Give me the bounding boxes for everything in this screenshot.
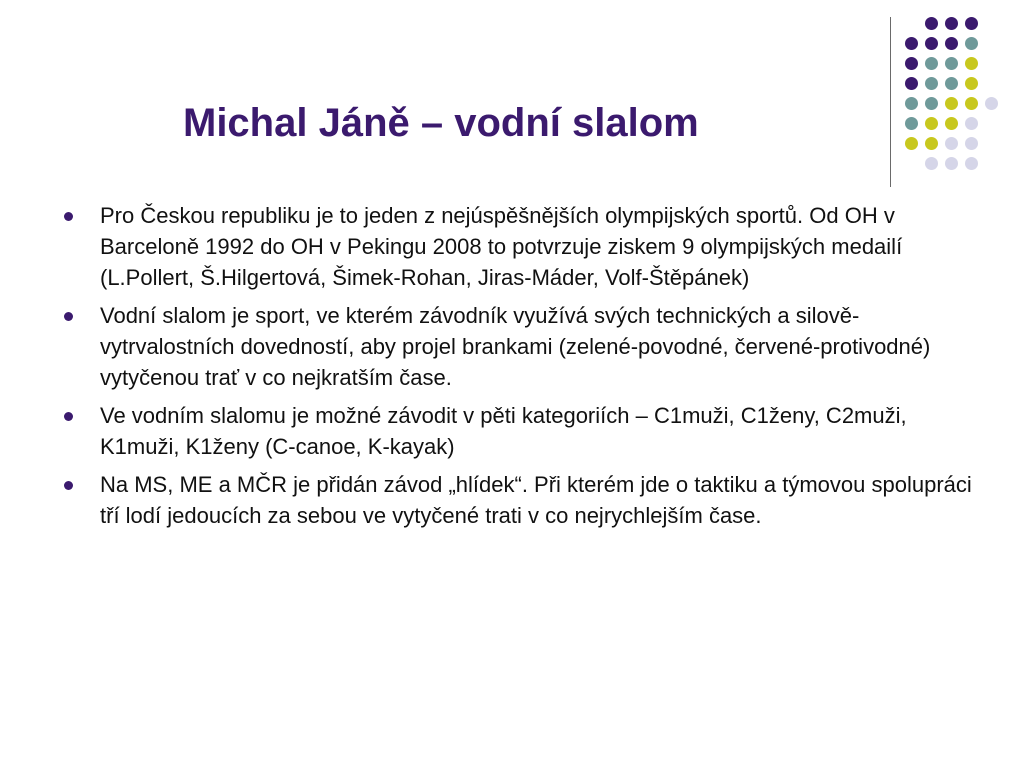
decorative-dot bbox=[925, 97, 938, 110]
decorative-dot bbox=[905, 97, 918, 110]
vertical-divider bbox=[890, 17, 891, 187]
bullet-dot-icon bbox=[64, 212, 73, 221]
decorative-dot bbox=[945, 17, 958, 30]
bullet-item bbox=[60, 400, 980, 462]
bullet-item bbox=[60, 200, 980, 293]
decorative-dot bbox=[945, 137, 958, 150]
bullet-item bbox=[60, 300, 980, 393]
decorative-dot bbox=[925, 37, 938, 50]
decorative-dot bbox=[965, 137, 978, 150]
decorative-dot bbox=[965, 117, 978, 130]
slide-title: Michal Jáně – vodní slalom bbox=[183, 101, 699, 145]
bullet-text: Ve vodním slalomu je možné závodit v pěti kategoriích – C1muži, C1ženy, C2muži, K1muži, K1ženy (C-canoe, K-kayak) bbox=[100, 403, 907, 459]
decorative-dot bbox=[945, 77, 958, 90]
decorative-dot bbox=[905, 137, 918, 150]
decorative-dot bbox=[945, 37, 958, 50]
decorative-dot bbox=[925, 157, 938, 170]
bullet-text: Na MS, ME a MČR je přidán závod „hlídek“. Při kterém jde o taktiku a týmovou spolupráci tří lodí jedoucích za sebou ve vytyčené trati v co nejrychlejším čase. bbox=[100, 472, 972, 528]
decorative-dot bbox=[945, 97, 958, 110]
decorative-dot bbox=[945, 57, 958, 70]
bullet-text: Vodní slalom je sport, ve kterém závodník využívá svých technických a silově-vytrvalostních dovedností, aby projel brankami (zelené-povodné, červené-protivodné) vytyčenou trať v co nejkratším čase. bbox=[100, 303, 931, 390]
decorative-dot bbox=[965, 57, 978, 70]
decorative-dot bbox=[905, 37, 918, 50]
decorative-dot bbox=[945, 117, 958, 130]
decorative-dot bbox=[965, 17, 978, 30]
decorative-dot bbox=[905, 77, 918, 90]
decorative-dot bbox=[965, 37, 978, 50]
decorative-dot bbox=[965, 157, 978, 170]
decorative-dot bbox=[985, 97, 998, 110]
bullet-text: Pro Českou republiku je to jeden z nejúspěšnějších olympijských sportů. Od OH v Barceloně 1992 do OH v Pekingu 2008 to potvrzuje ziskem 9 olympijských medailí (L.Pollert, Š.Hilgertová, Šimek-Rohan, Jiras-Máder, Volf-Štěpánek) bbox=[100, 203, 903, 290]
decorative-dot bbox=[965, 77, 978, 90]
decorative-dot bbox=[945, 157, 958, 170]
decorative-dot bbox=[905, 57, 918, 70]
bullet-item bbox=[60, 469, 980, 531]
bullet-list bbox=[60, 200, 980, 538]
bullet-dot-icon bbox=[64, 412, 73, 421]
decorative-dot bbox=[925, 117, 938, 130]
decorative-dot bbox=[925, 137, 938, 150]
decorative-dot bbox=[925, 17, 938, 30]
bullet-dot-icon bbox=[64, 481, 73, 490]
decorative-dot bbox=[925, 77, 938, 90]
decorative-dot bbox=[925, 57, 938, 70]
decorative-dot bbox=[905, 117, 918, 130]
bullet-dot-icon bbox=[64, 312, 73, 321]
decorative-dot bbox=[965, 97, 978, 110]
